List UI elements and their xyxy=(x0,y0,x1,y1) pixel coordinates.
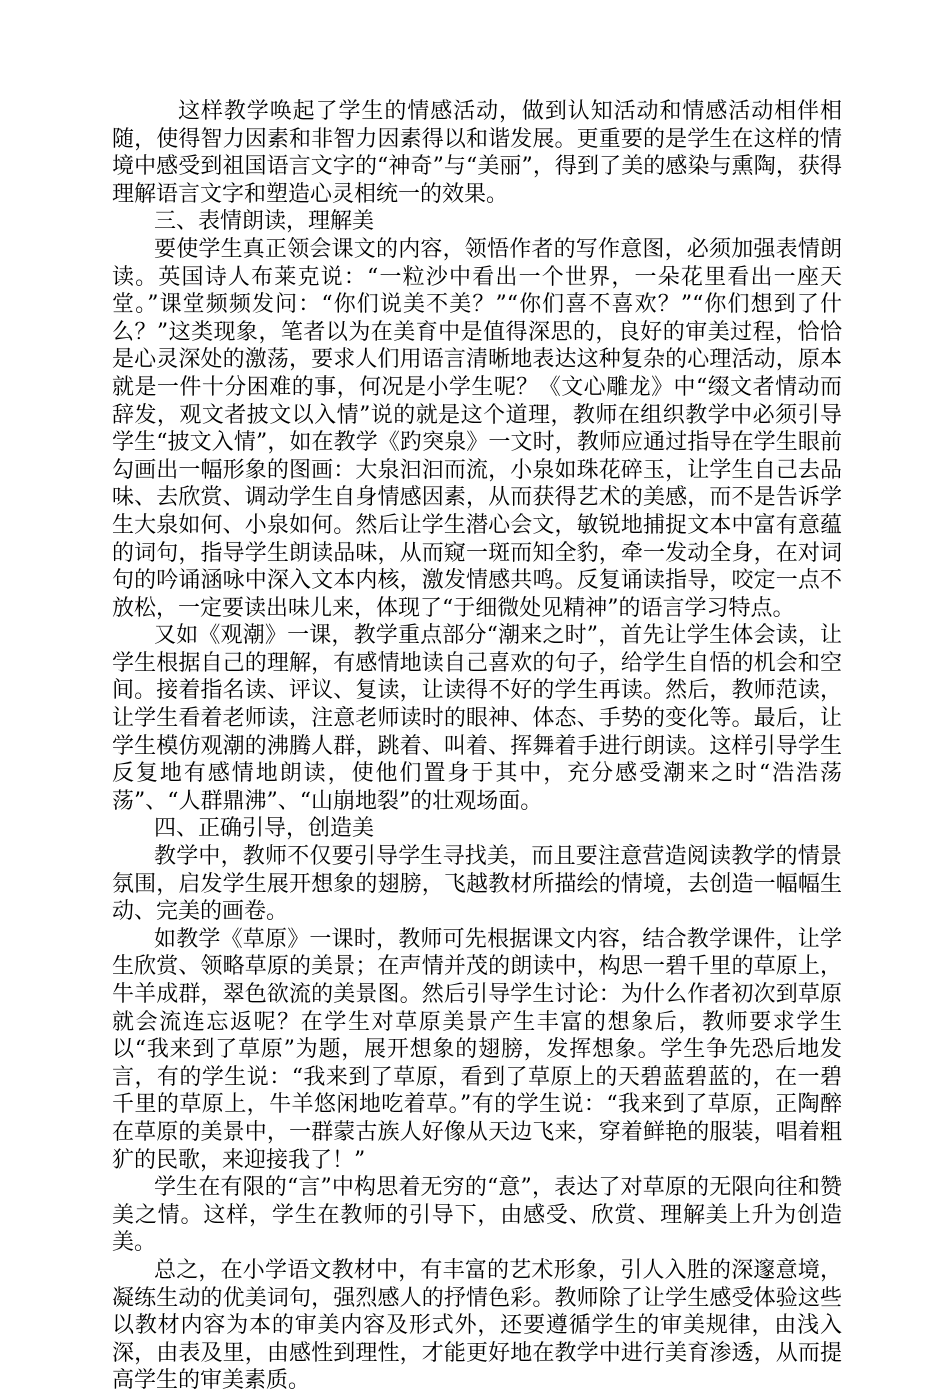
paragraph-guidance: 教学中，教师不仅要引导学生寻找美，而且要注意营造阅读教学的情景氛围，启发学生展开想象的翅膀，飞越教材所描绘的情境，去创造一幅幅生动、完美的画卷。 xyxy=(112,844,842,925)
paragraph-guanchao-example: 又如《观潮》一课，教学重点部分“潮来之时”，首先让学生体会读，让学生根据自己的理解，有感情地读自己喜欢的句子，给学生自悟的机会和空间。接着指名读、评议、复读，让读得不好的学生再读。然后，教师范读，让学生看着老师读，注意老师读时的眼神、体态、手势的变化等。最后，让学生模仿观潮的沸腾人群，跳着、叫着、挥舞着手进行朗读。这样引导学生反复地有感情地朗读，使他们置身于其中，充分感受潮来之时“浩浩荡荡”、“人群鼎沸”、“山崩地裂”的壮观场面。 xyxy=(112,623,842,814)
paragraph-expressive-reading: 要使学生真正领会课文的内容，领悟作者的写作意图，必须加强表情朗读。英国诗人布莱克说：“一粒沙中看出一个世界，一朵花里看出一座天堂。”课堂频频发问：“你们说美不美？”“你们喜不喜欢？”“你们想到了什么？”这类现象，笔者以为在美育中是值得深思的，良好的审美过程，恰恰是心灵深处的激荡，要求人们用语言清晰地表达这种复杂的心理活动，原本就是一件十分困难的事，何况是小学生呢？《文心雕龙》中“缀文者情动而辞发，观文者披文以入情”说的就是这个道理，教师在组织教学中必须引导学生“披文入情”，如在教学《趵突泉》一文时，教师应通过指导在学生眼前勾画出一幅形象的图画：大泉汩汩而流，小泉如珠花碎玉，让学生自己去品味、去欣赏、调动学生自身情感因素，从而获得艺术的美感，而不是告诉学生大泉如何、小泉如何。然后让学生潜心会文，敏锐地捕捉文本中富有意蕴的词句，指导学生朗读品味，从而窥一斑而知全豹，牵一发动全身，在对词句的吟诵涵咏中深入文本内核，激发情感共鸣。反复诵读指导，咬定一点不放松，一定要读出味儿来，体现了“于细微处见精神”的语言学习特点。 xyxy=(112,236,842,621)
paragraph-conclusion: 总之，在小学语文教材中，有丰富的艺术形象，引人入胜的深邃意境，凝练生动的优美词句，强烈感人的抒情色彩。教师除了让学生感受体验这些以教材内容为本的审美内容及形式外，还要遵循学生的审美规律，由浅入深，由表及里，由感性到理性，才能更好地在教学中进行美育渗透，从而提高学生的审美素质。 xyxy=(112,1257,842,1394)
section-heading-4: 四、正确引导，创造美 xyxy=(154,816,375,842)
paragraph-caoyuan-example: 如教学《草原》一课时，教师可先根据课文内容，结合教学课件，让学生欣赏、领略草原的美景；在声情并茂的朗读中，构思一碧千里的草原上，牛羊成群，翠色欲流的美景图。然后引导学生讨论：为什么作者初次到草原就会流连忘返呢？在学生对草原美景产生丰富的想象后，教师要求学生以“我来到了草原”为题，展开想象的翅膀，发挥想象。学生争先恐后地发言，有的学生说：“我来到了草原，看到了草原上的天碧蓝碧蓝的，在一碧千里的草原上，牛羊悠闲地吃着草。”有的学生说：“我来到了草原，正陶醉在草原的美景中，一群蒙古族人好像从天边飞来，穿着鲜艳的服装，唱着粗犷的民歌，来迎接我了！” xyxy=(112,926,842,1173)
section-heading-3: 三、表情朗读，理解美 xyxy=(154,209,375,235)
document-body xyxy=(112,98,842,1395)
paragraph-creation: 学生在有限的“言”中构思着无穷的“意”，表达了对草原的无限向往和赞美之情。这样，学生在教师的引导下，由感受、欣赏、理解美上升为创造美。 xyxy=(112,1175,842,1256)
paragraph-teaching-effect: 这样教学唤起了学生的情感活动，做到认知活动和情感活动相伴相随，使得智力因素和非智力因素得以和谐发展。更重要的是学生在这样的情境中感受到祖国语言文字的“神奇”与“美丽”，得到了美的感染与熏陶，获得理解语言文字和塑造心灵相统一的效果。 xyxy=(112,99,842,207)
